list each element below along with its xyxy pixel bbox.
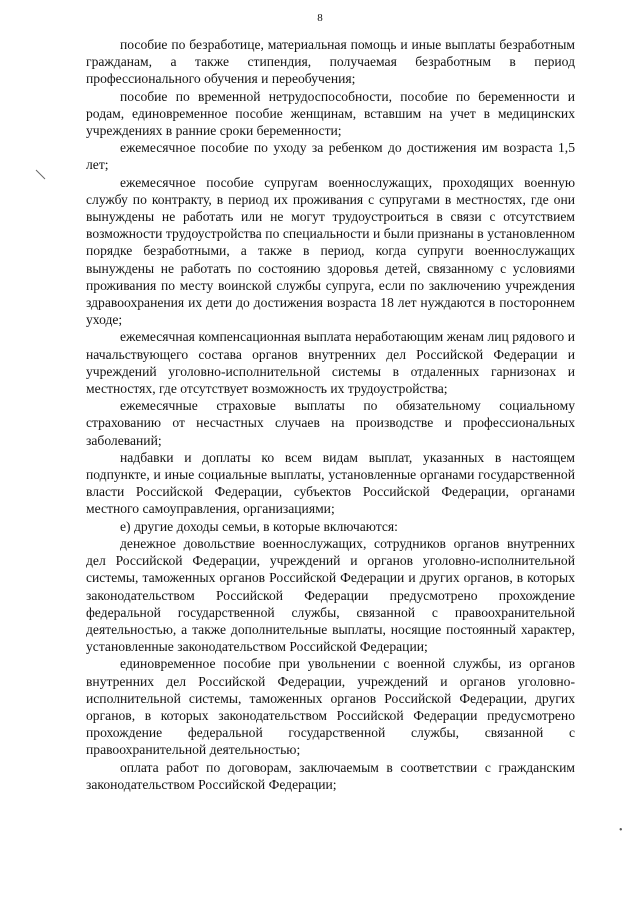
scan-dot: • bbox=[619, 825, 623, 836]
paragraph: оплата работ по договорам, заключаемым в соответствии с гражданским законодательством Российской Федерации; bbox=[86, 759, 575, 792]
document-body bbox=[86, 36, 575, 793]
paragraph: надбавки и доплаты ко всем видам выплат, указанных в настоящем подпункте, и иные социальные выплаты, установленные органами государственной власти Российской Федерации, субъектов Российской Федерации, органами местного самоуправления, организациями; bbox=[86, 449, 575, 517]
paragraph: пособие по безработице, материальная помощь и иные выплаты безработным гражданам, а также стипендия, получаемая безработным в период профессионального обучения и переобучения; bbox=[86, 37, 575, 87]
scan-mark bbox=[34, 168, 48, 182]
page-number: 8 bbox=[317, 12, 323, 24]
paragraph: ежемесячное пособие по уходу за ребенком до достижения им возраста 1,5 лет; bbox=[86, 140, 575, 173]
paragraph: ежемесячная компенсационная выплата неработающим женам лиц рядового и начальствующего состава органов внутренних дел Российской Федерации и учреждений уголовно-исполнительной системы в отдаленных гарнизонах и местностях, где отсутствует возможность их трудоустройства; bbox=[86, 329, 575, 397]
paragraph: единовременное пособие при увольнении с военной службы, из органов внутренних дел Российской Федерации, учреждений и органов уголовно-исполнительной системы, таможенных органов Российской Федерации, других органов, в которых законодательством Российской Федерации предусмотрено прохождение федеральной государственной службы, связанной с правоохранительной деятельностью; bbox=[86, 656, 575, 758]
paragraph: денежное довольствие военнослужащих, сотрудников органов внутренних дел Российской Федерации, учреждений и органов уголовно-исполнительной системы, таможенных органов Российской Федерации и других органов, в которых законодательством Российской Федерации предусмотрено прохождение федеральной государственной службы, связанной с правоохранительной деятельностью, а также дополнительные выплаты, носящие постоянный характер, установленные законодательством Российской Федерации; bbox=[86, 535, 575, 655]
paragraph: е) другие доходы семьи, в которые включаются: bbox=[120, 518, 398, 534]
paragraph: ежемесячные страховые выплаты по обязательному социальному страхованию от несчастных случаев на производстве и профессиональных заболеваний; bbox=[86, 398, 575, 448]
paragraph: пособие по временной нетрудоспособности, пособие по беременности и родам, единовременное пособие женщинам, вставшим на учет в медицинских учреждениях в ранние сроки беременности; bbox=[86, 88, 575, 139]
paragraph: ежемесячное пособие супругам военнослужащих, проходящих военную службу по контракту, в период их проживания с супругами в местностях, где они вынуждены не работать или не могут трудоустроиться в связи с отсутствием возможности трудоустройства по специальности и были признаны в установленном порядке безработными, а также в период, когда супруги военнослужащих вынуждены не работать по состоянию здоровья детей, связанному с условиями проживания по месту воинской службы супруга, если по заключению учреждения здравоохранения их дети до достижения возраста 18 лет нуждаются в постороннем уходе; bbox=[86, 174, 575, 328]
